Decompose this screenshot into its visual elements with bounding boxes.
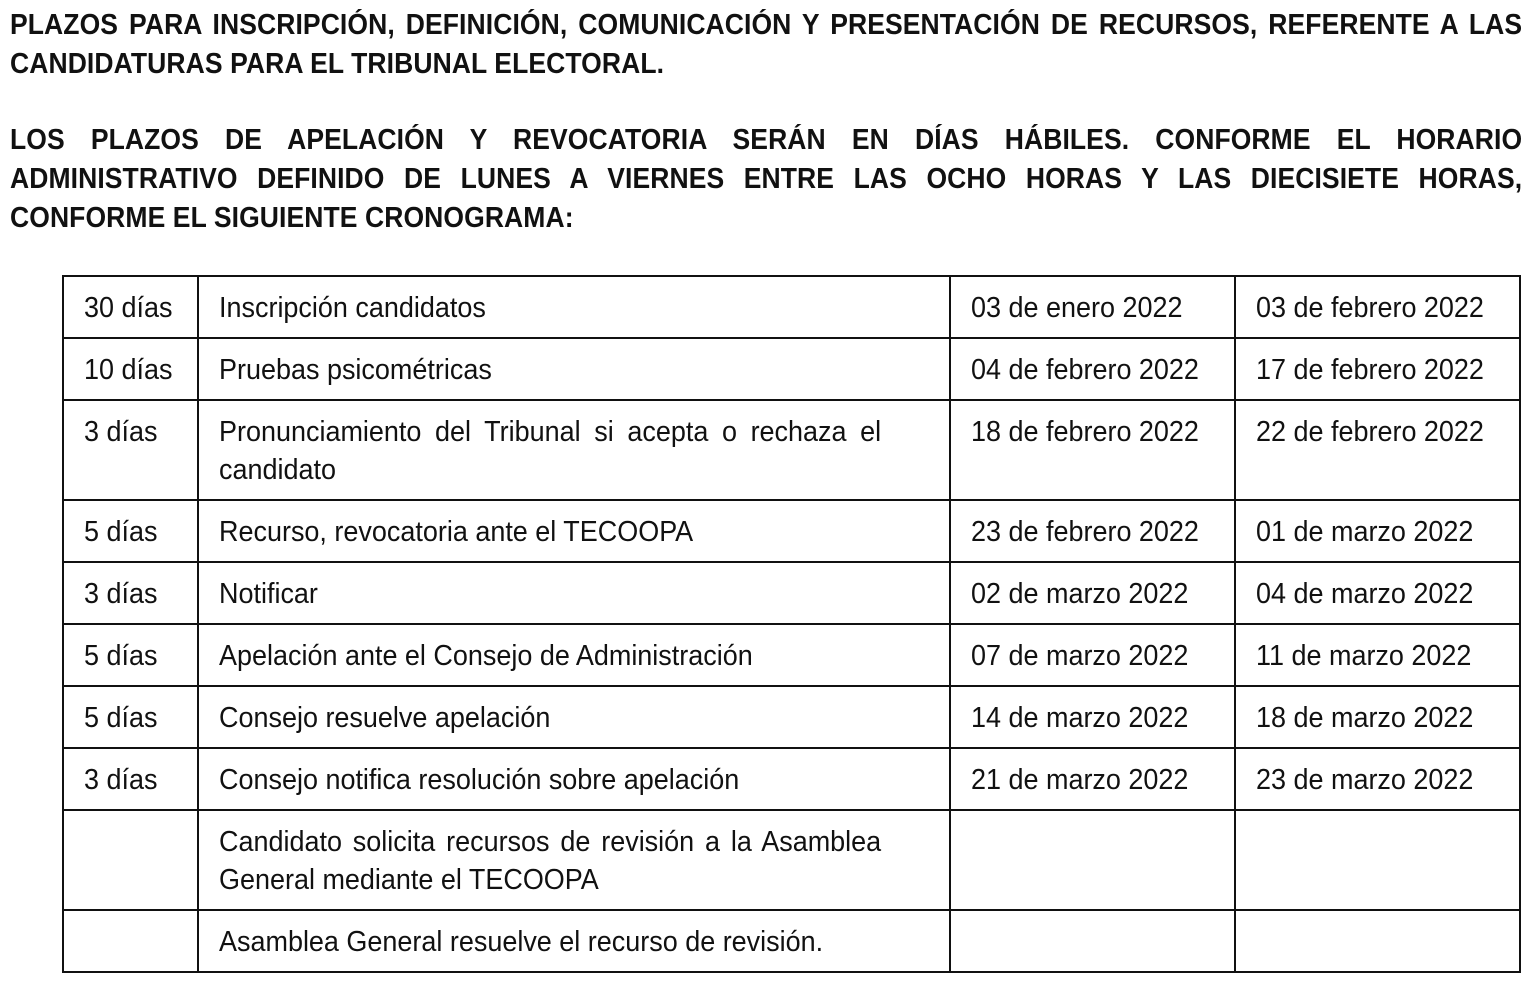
end-date-cell-text: 18 de marzo 2022 (1256, 702, 1474, 734)
end-date-cell-text: 01 de marzo 2022 (1256, 516, 1474, 548)
activity-cell (198, 624, 950, 686)
activity-cell-text: Consejo resuelve apelación (219, 702, 551, 734)
start-date-cell (950, 748, 1235, 810)
days-cell (63, 686, 198, 748)
table-row (63, 400, 1520, 500)
activity-cell (198, 400, 950, 500)
days-cell-text: 5 días (84, 702, 158, 734)
start-date-cell (950, 276, 1235, 338)
activity-cell-text: Asamblea General resuelve el recurso de revisión. (219, 926, 824, 958)
end-date-cell (1235, 624, 1520, 686)
days-cell-text: 3 días (84, 578, 158, 610)
table-row (63, 748, 1520, 810)
document-heading: PLAZOS PARA INSCRIPCIÓN, DEFINICIÓN, COMUNICACIÓN Y PRESENTACIÓN DE RECURSOS, REFERENTE A LAS CANDIDATURAS PARA EL TRIBUNAL ELECTORAL. (10, 9, 1523, 80)
activity-cell-text: Pronunciamiento del Tribunal si acepta o rechaza el candidato (219, 416, 882, 486)
activity-cell (198, 810, 950, 910)
end-date-cell (1235, 338, 1520, 400)
table-row (63, 810, 1520, 910)
table-row (63, 562, 1520, 624)
end-date-cell (1235, 562, 1520, 624)
start-date-cell-text: 14 de marzo 2022 (971, 702, 1189, 734)
start-date-cell (950, 400, 1235, 500)
activity-cell-text: Pruebas psicométricas (219, 354, 492, 386)
table-row (63, 910, 1520, 972)
end-date-cell (1235, 810, 1520, 910)
end-date-cell-text: 17 de febrero 2022 (1256, 354, 1485, 386)
start-date-cell (950, 500, 1235, 562)
days-cell (63, 910, 198, 972)
end-date-cell (1235, 748, 1520, 810)
start-date-cell (950, 562, 1235, 624)
activity-cell-text: Apelación ante el Consejo de Administración (219, 640, 753, 672)
end-date-cell (1235, 500, 1520, 562)
end-date-cell-text: 23 de marzo 2022 (1256, 764, 1474, 796)
activity-cell-text: Inscripción candidatos (219, 292, 487, 324)
start-date-cell (950, 624, 1235, 686)
days-cell-text: 3 días (84, 416, 158, 448)
activity-cell-text: Recurso, revocatoria ante el TECOOPA (219, 516, 694, 548)
document-page (10, 6, 1522, 238)
days-cell-text: 5 días (84, 516, 158, 548)
days-cell (63, 500, 198, 562)
days-cell-text: 3 días (84, 764, 158, 796)
start-date-cell-text: 02 de marzo 2022 (971, 578, 1189, 610)
days-cell-text: 5 días (84, 640, 158, 672)
activity-cell (198, 276, 950, 338)
end-date-cell (1235, 400, 1520, 500)
days-cell-text: 30 días (84, 292, 173, 324)
activity-cell (198, 562, 950, 624)
start-date-cell-text: 21 de marzo 2022 (971, 764, 1189, 796)
start-date-cell-text: 23 de febrero 2022 (971, 516, 1200, 548)
start-date-cell (950, 338, 1235, 400)
end-date-cell-text: 11 de marzo 2022 (1256, 640, 1472, 672)
table-row (63, 686, 1520, 748)
activity-cell (198, 748, 950, 810)
days-cell (63, 748, 198, 810)
end-date-cell (1235, 276, 1520, 338)
activity-cell-text: Notificar (219, 578, 319, 610)
schedule-table-body (63, 276, 1520, 972)
activity-cell (198, 910, 950, 972)
start-date-cell (950, 686, 1235, 748)
document-intro-paragraph: LOS PLAZOS DE APELACIÓN Y REVOCATORIA SERÁN EN DÍAS HÁBILES. CONFORME EL HORARIO ADMINISTRATIVO DEFINIDO DE LUNES A VIERNES ENTRE LAS OCHO HORAS Y LAS DIECISIETE HORAS, CONFORME EL SIGUIENTE CRONOGRAMA: (10, 124, 1523, 234)
end-date-cell-text: 04 de marzo 2022 (1256, 578, 1474, 610)
activity-cell-text: Candidato solicita recursos de revisión a la Asamblea General mediante el TECOOPA (219, 826, 882, 896)
days-cell (63, 810, 198, 910)
days-cell (63, 562, 198, 624)
table-row (63, 338, 1520, 400)
end-date-cell-text: 03 de febrero 2022 (1256, 292, 1485, 324)
start-date-cell-text: 03 de enero 2022 (971, 292, 1183, 324)
start-date-cell-text: 04 de febrero 2022 (971, 354, 1200, 386)
activity-cell-text: Consejo notifica resolución sobre apelación (219, 764, 740, 796)
end-date-cell-text: 22 de febrero 2022 (1256, 416, 1485, 448)
days-cell-text: 10 días (84, 354, 173, 386)
table-row (63, 624, 1520, 686)
table-row (63, 276, 1520, 338)
days-cell (63, 276, 198, 338)
days-cell (63, 400, 198, 500)
activity-cell (198, 500, 950, 562)
days-cell (63, 624, 198, 686)
start-date-cell-text: 07 de marzo 2022 (971, 640, 1189, 672)
schedule-table (62, 275, 1521, 973)
days-cell (63, 338, 198, 400)
start-date-cell (950, 910, 1235, 972)
end-date-cell (1235, 686, 1520, 748)
start-date-cell-text: 18 de febrero 2022 (971, 416, 1200, 448)
table-row (63, 500, 1520, 562)
activity-cell (198, 338, 950, 400)
end-date-cell (1235, 910, 1520, 972)
start-date-cell (950, 810, 1235, 910)
activity-cell (198, 686, 950, 748)
